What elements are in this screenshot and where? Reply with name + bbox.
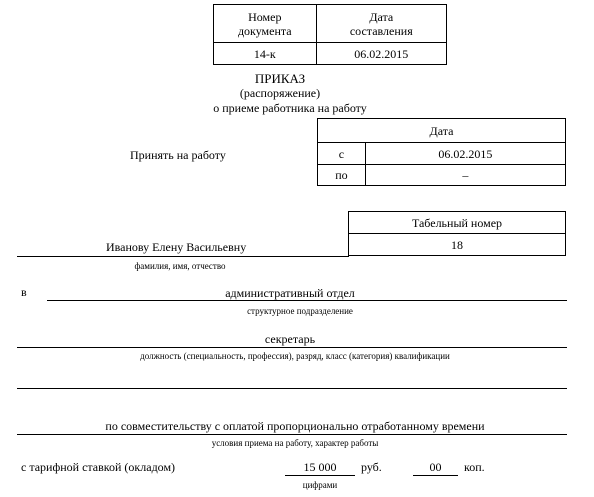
tab-number-table: [348, 211, 566, 256]
position-line: [17, 347, 567, 348]
department-caption: структурное подразделение: [247, 306, 353, 316]
order-title: ПРИКАЗ: [254, 71, 306, 86]
hire-from-value: 06.02.2015: [365, 143, 565, 165]
hire-date-table: [317, 118, 566, 186]
salary-caption: цифрами: [302, 480, 338, 490]
department-line: [47, 300, 567, 301]
salary-rub-value: 15 000: [303, 460, 337, 474]
salary-kop-value: 00: [429, 460, 442, 474]
hire-date-header: Дата: [318, 119, 566, 143]
hire-to-label: по: [318, 165, 366, 186]
position-caption: должность (специальность, профессия), разряд, класс (категория) квалификации: [140, 351, 450, 361]
order-subtitle: (распоряжение): [239, 86, 321, 100]
position-value: секретарь: [264, 332, 316, 346]
department-value: административный отдел: [225, 286, 355, 300]
doc-date-header: Дата составления: [316, 5, 446, 43]
tab-number-header: Табельный номер: [349, 212, 566, 234]
salary-kop-unit: коп.: [464, 460, 485, 474]
hire-to-value: –: [365, 165, 565, 186]
salary-rub-unit: руб.: [361, 460, 382, 474]
hire-label: Принять на работу: [130, 148, 226, 162]
salary-label: с тарифной ставкой (окладом): [21, 460, 176, 474]
tab-number-value: 18: [349, 234, 566, 256]
employee-name: Иванову Елену Васильевну: [106, 240, 247, 254]
conditions-value: по совместительству с оплатой пропорционально отработанному времени: [105, 419, 485, 433]
salary-kop-line: [413, 475, 458, 476]
doc-number-value: 14-к: [214, 43, 317, 65]
blank-line: [17, 388, 567, 389]
employee-name-caption: фамилия, имя, отчество: [134, 261, 226, 271]
department-prefix: в: [21, 285, 27, 299]
doc-number-header: Номер документа: [214, 5, 317, 43]
document-header-table: [213, 4, 447, 65]
hire-from-label: с: [318, 143, 366, 165]
employee-name-line: [17, 256, 349, 257]
doc-date-value: 06.02.2015: [316, 43, 446, 65]
salary-rub-line: [285, 475, 355, 476]
conditions-line: [17, 434, 567, 435]
order-description: о приеме работника на работу: [213, 101, 367, 115]
conditions-caption: условия приема на работу, характер работы: [211, 438, 379, 448]
